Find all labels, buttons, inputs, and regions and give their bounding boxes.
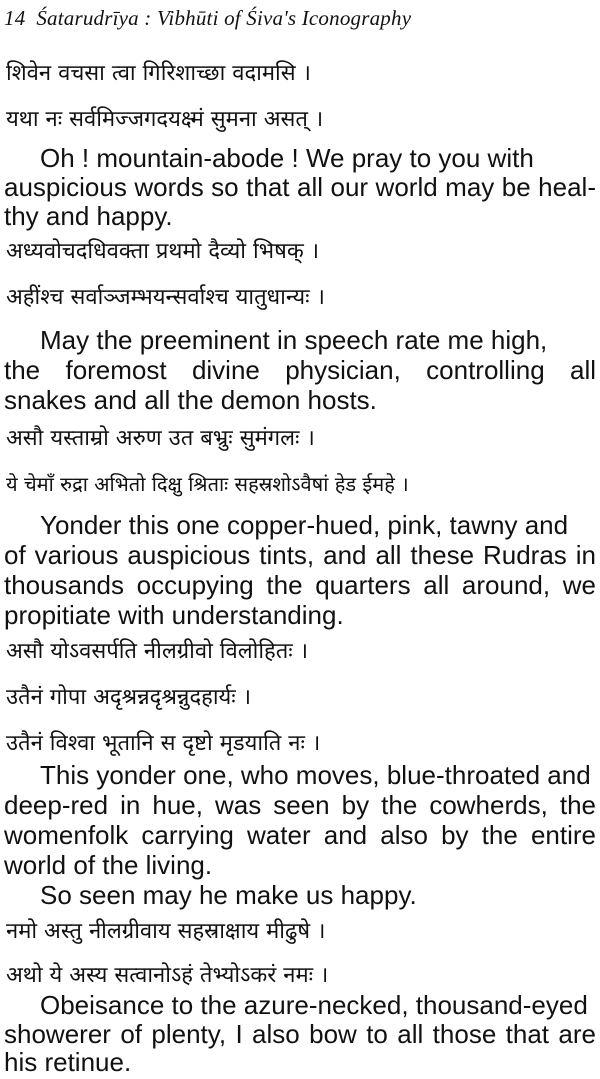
translation-line: Obeisance to the azure-necked, thousand-eyed <box>40 990 588 1020</box>
page-header <box>4 6 411 31</box>
running-title: Śatarudrīya : Vibhūti of Śiva's Iconography <box>36 6 412 30</box>
translation-line: deep-red in hue, was seen by the cowherds, the <box>4 790 596 820</box>
translation-line: snakes and all the demon hosts. <box>4 385 377 415</box>
translation-line: auspicious words so that all our world may be heal- <box>4 172 596 202</box>
sanskrit-line: असौ यस्ताम्रो अरुण उत बभ्रुः सुमंगलः । <box>6 426 315 451</box>
translation-line: This yonder one, who moves, blue-throated and <box>40 760 591 790</box>
sanskrit-line: नमो अस्तु नीलग्रीवाय सहस्राक्षाय मीढुषे । <box>6 919 326 944</box>
translation-line: thousands occupying the quarters all around, we <box>4 570 596 600</box>
translation-line: showerer of plenty, I also bow to all those that are <box>4 1019 596 1049</box>
translation-line: of various auspicious tints, and all these Rudras in <box>4 540 596 570</box>
sanskrit-line: उतैनं विश्वा भूतानि स दृष्टो मृडयाति नः । <box>6 731 321 756</box>
translation-line: thy and happy. <box>4 201 173 231</box>
translation-line: propitiate with understanding. <box>4 600 344 630</box>
sanskrit-line: यथा नः सर्वमिज्जगदयक्ष्मं सुमना असत् । <box>6 107 324 132</box>
sanskrit-line: ये चेमाँ रुद्रा अभितो दिक्षु श्रिताः सहस्रशोऽवैषां हेड ईमहे । <box>6 472 409 496</box>
translation-line: the foremost divine physician, controlling all <box>4 355 596 385</box>
translation-line: his retinue. <box>4 1047 132 1077</box>
translation-line: Oh ! mountain-abode ! We pray to you with <box>40 143 534 173</box>
page-number: 14 <box>4 6 26 30</box>
sanskrit-line: अथो ये अस्य सत्वानोऽहं तेभ्योऽकरं नमः । <box>6 963 329 988</box>
sanskrit-line: उतैनं गोपा अदृश्रन्नदृश्रन्नुदहार्यः । <box>6 685 252 710</box>
translation-line: So seen may he make us happy. <box>40 880 417 910</box>
sanskrit-line: अहींश्च सर्वाञ्जम्भयन्सर्वाश्च यातुधान्यः । <box>6 285 325 310</box>
translation-line: womenfolk carrying water and also by the entire <box>4 820 596 850</box>
translation-line: world of the living. <box>4 850 213 880</box>
sanskrit-line: असौ योऽवसर्पति नीलग्रीवो विलोहितः । <box>6 639 309 664</box>
translation-line: Yonder this one copper-hued, pink, tawny and <box>40 510 569 540</box>
sanskrit-line: शिवेन वचसा त्वा गिरिशाच्छा वदामसि । <box>6 61 311 86</box>
translation-line: May the preeminent in speech rate me high, <box>40 325 548 355</box>
sanskrit-line: अध्यवोचदधिवक्ता प्रथमो दैव्यो भिषक् । <box>6 239 320 264</box>
